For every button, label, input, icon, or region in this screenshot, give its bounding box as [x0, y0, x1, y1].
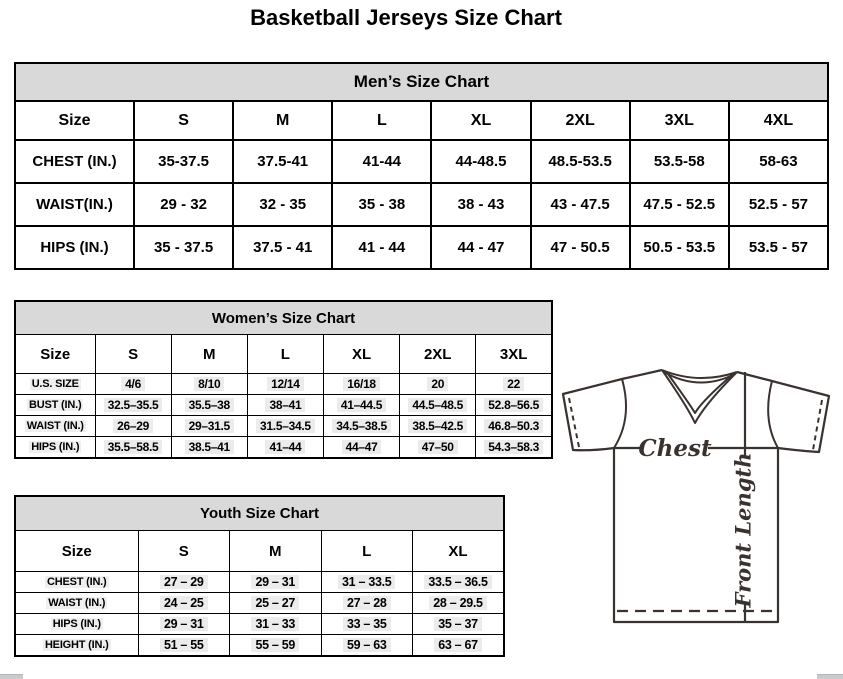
- row-label: HEIGHT (IN.): [15, 635, 138, 656]
- jersey-right-armhole-seam: [768, 381, 778, 448]
- column-header: 3XL: [476, 335, 552, 374]
- column-header: Size: [15, 335, 95, 374]
- table-cell: 47 - 50.5: [531, 226, 630, 269]
- column-header: S: [138, 531, 230, 572]
- table-cell: 8/10: [171, 374, 247, 395]
- table-cell: 53.5 - 57: [729, 226, 828, 269]
- jersey-left-armhole-seam: [614, 379, 626, 448]
- table-title: Women’s Size Chart: [15, 301, 552, 335]
- table-cell: 24 – 25: [138, 593, 230, 614]
- table-cell: 59 – 63: [321, 635, 413, 656]
- table-cell: 34.5–38.5: [323, 416, 399, 437]
- table-cell: 31 – 33: [230, 614, 322, 635]
- row-label: HIPS (IN.): [15, 226, 134, 269]
- row-label: HIPS (IN.): [15, 614, 138, 635]
- table-cell: 35 – 37: [413, 614, 505, 635]
- table-cell: 28 – 29.5: [413, 593, 505, 614]
- table-cell: 31.5–34.5: [247, 416, 323, 437]
- mens-table: [14, 62, 829, 270]
- table-cell: 31 – 33.5: [321, 572, 413, 593]
- table-cell: 32 - 35: [233, 183, 332, 226]
- table-cell: 38–41: [247, 395, 323, 416]
- table-cell: 29 - 32: [134, 183, 233, 226]
- table-cell: 35 - 38: [332, 183, 431, 226]
- table-title: Youth Size Chart: [15, 496, 504, 531]
- table-cell: 50.5 - 53.5: [630, 226, 729, 269]
- cutoff-fragment-bottom-left: [0, 674, 23, 679]
- table-cell: 22: [476, 374, 552, 395]
- table-cell: 41–44: [247, 437, 323, 458]
- row-label: WAIST (IN.): [15, 593, 138, 614]
- row-label: WAIST (IN.): [15, 416, 95, 437]
- table-cell: 55 – 59: [230, 635, 322, 656]
- table-cell: 43 - 47.5: [531, 183, 630, 226]
- column-header: 4XL: [729, 101, 828, 140]
- table-cell: 48.5-53.5: [531, 140, 630, 183]
- table-row: [15, 593, 504, 614]
- column-header: Size: [15, 101, 134, 140]
- column-header: S: [95, 335, 171, 374]
- table-cell: 32.5–35.5: [95, 395, 171, 416]
- table-cell: 20: [400, 374, 476, 395]
- table-cell: 47–50: [400, 437, 476, 458]
- womens-table: [14, 300, 553, 459]
- front-length-label: Front Length: [730, 452, 756, 608]
- table-cell: 38 - 43: [431, 183, 530, 226]
- table-cell: 25 – 27: [230, 593, 322, 614]
- column-header: S: [134, 101, 233, 140]
- table-cell: 47.5 - 52.5: [630, 183, 729, 226]
- table-cell: 29–31.5: [171, 416, 247, 437]
- table-cell: 27 – 28: [321, 593, 413, 614]
- column-header: 2XL: [400, 335, 476, 374]
- table-row: [15, 374, 552, 395]
- youth-size-chart: [14, 495, 505, 657]
- table-row: [15, 635, 504, 656]
- column-header: L: [247, 335, 323, 374]
- column-header: M: [171, 335, 247, 374]
- table-cell: 52.8–56.5: [476, 395, 552, 416]
- column-header: 3XL: [630, 101, 729, 140]
- row-label: WAIST(IN.): [15, 183, 134, 226]
- table-row: [15, 226, 828, 269]
- table-cell: 37.5 - 41: [233, 226, 332, 269]
- table-cell: 4/6: [95, 374, 171, 395]
- table-cell: 35-37.5: [134, 140, 233, 183]
- table-cell: 37.5-41: [233, 140, 332, 183]
- table-cell: 44-48.5: [431, 140, 530, 183]
- column-header: M: [233, 101, 332, 140]
- womens-size-chart: [14, 300, 553, 459]
- table-cell: 35 - 37.5: [134, 226, 233, 269]
- table-row: [15, 140, 828, 183]
- table-title: Men’s Size Chart: [15, 63, 828, 101]
- table-cell: 35.5–38: [171, 395, 247, 416]
- table-cell: 26–29: [95, 416, 171, 437]
- mens-size-chart: [14, 62, 829, 270]
- column-header: XL: [413, 531, 505, 572]
- column-header: L: [332, 101, 431, 140]
- table-row: [15, 183, 828, 226]
- table-cell: 53.5-58: [630, 140, 729, 183]
- jersey-outline: [563, 370, 829, 622]
- column-header: XL: [323, 335, 399, 374]
- chest-label: Chest: [638, 435, 712, 462]
- table-cell: 63 – 67: [413, 635, 505, 656]
- table-cell: 35.5–58.5: [95, 437, 171, 458]
- table-cell: 38.5–41: [171, 437, 247, 458]
- page-title: Basketball Jerseys Size Chart: [250, 5, 562, 30]
- table-row: [15, 614, 504, 635]
- table-cell: 54.3–58.3: [476, 437, 552, 458]
- table-cell: 41 - 44: [332, 226, 431, 269]
- cutoff-fragment-bottom-right: [817, 674, 843, 679]
- table-cell: 41–44.5: [323, 395, 399, 416]
- table-cell: 44 - 47: [431, 226, 530, 269]
- table-cell: 51 – 55: [138, 635, 230, 656]
- table-cell: 12/14: [247, 374, 323, 395]
- table-cell: 58-63: [729, 140, 828, 183]
- row-label: CHEST (IN.): [15, 140, 134, 183]
- table-cell: 38.5–42.5: [400, 416, 476, 437]
- table-row: [15, 437, 552, 458]
- table-row: [15, 395, 552, 416]
- table-cell: 33.5 – 36.5: [413, 572, 505, 593]
- column-header: Size: [15, 531, 138, 572]
- table-row: [15, 416, 552, 437]
- table-cell: 29 – 31: [138, 614, 230, 635]
- row-label: U.S. SIZE: [15, 374, 95, 395]
- column-header: L: [321, 531, 413, 572]
- table-cell: 52.5 - 57: [729, 183, 828, 226]
- table-cell: 29 – 31: [230, 572, 322, 593]
- table-cell: 27 – 29: [138, 572, 230, 593]
- table-cell: 44.5–48.5: [400, 395, 476, 416]
- table-cell: 41-44: [332, 140, 431, 183]
- table-row: [15, 572, 504, 593]
- column-header: 2XL: [531, 101, 630, 140]
- table-cell: 44–47: [323, 437, 399, 458]
- row-label: CHEST (IN.): [15, 572, 138, 593]
- table-cell: 46.8–50.3: [476, 416, 552, 437]
- table-cell: 33 – 35: [321, 614, 413, 635]
- youth-table: [14, 495, 505, 657]
- table-cell: 16/18: [323, 374, 399, 395]
- row-label: HIPS (IN.): [15, 437, 95, 458]
- column-header: XL: [431, 101, 530, 140]
- jersey-measurement-diagram: [556, 360, 843, 672]
- column-header: M: [230, 531, 322, 572]
- row-label: BUST (IN.): [15, 395, 95, 416]
